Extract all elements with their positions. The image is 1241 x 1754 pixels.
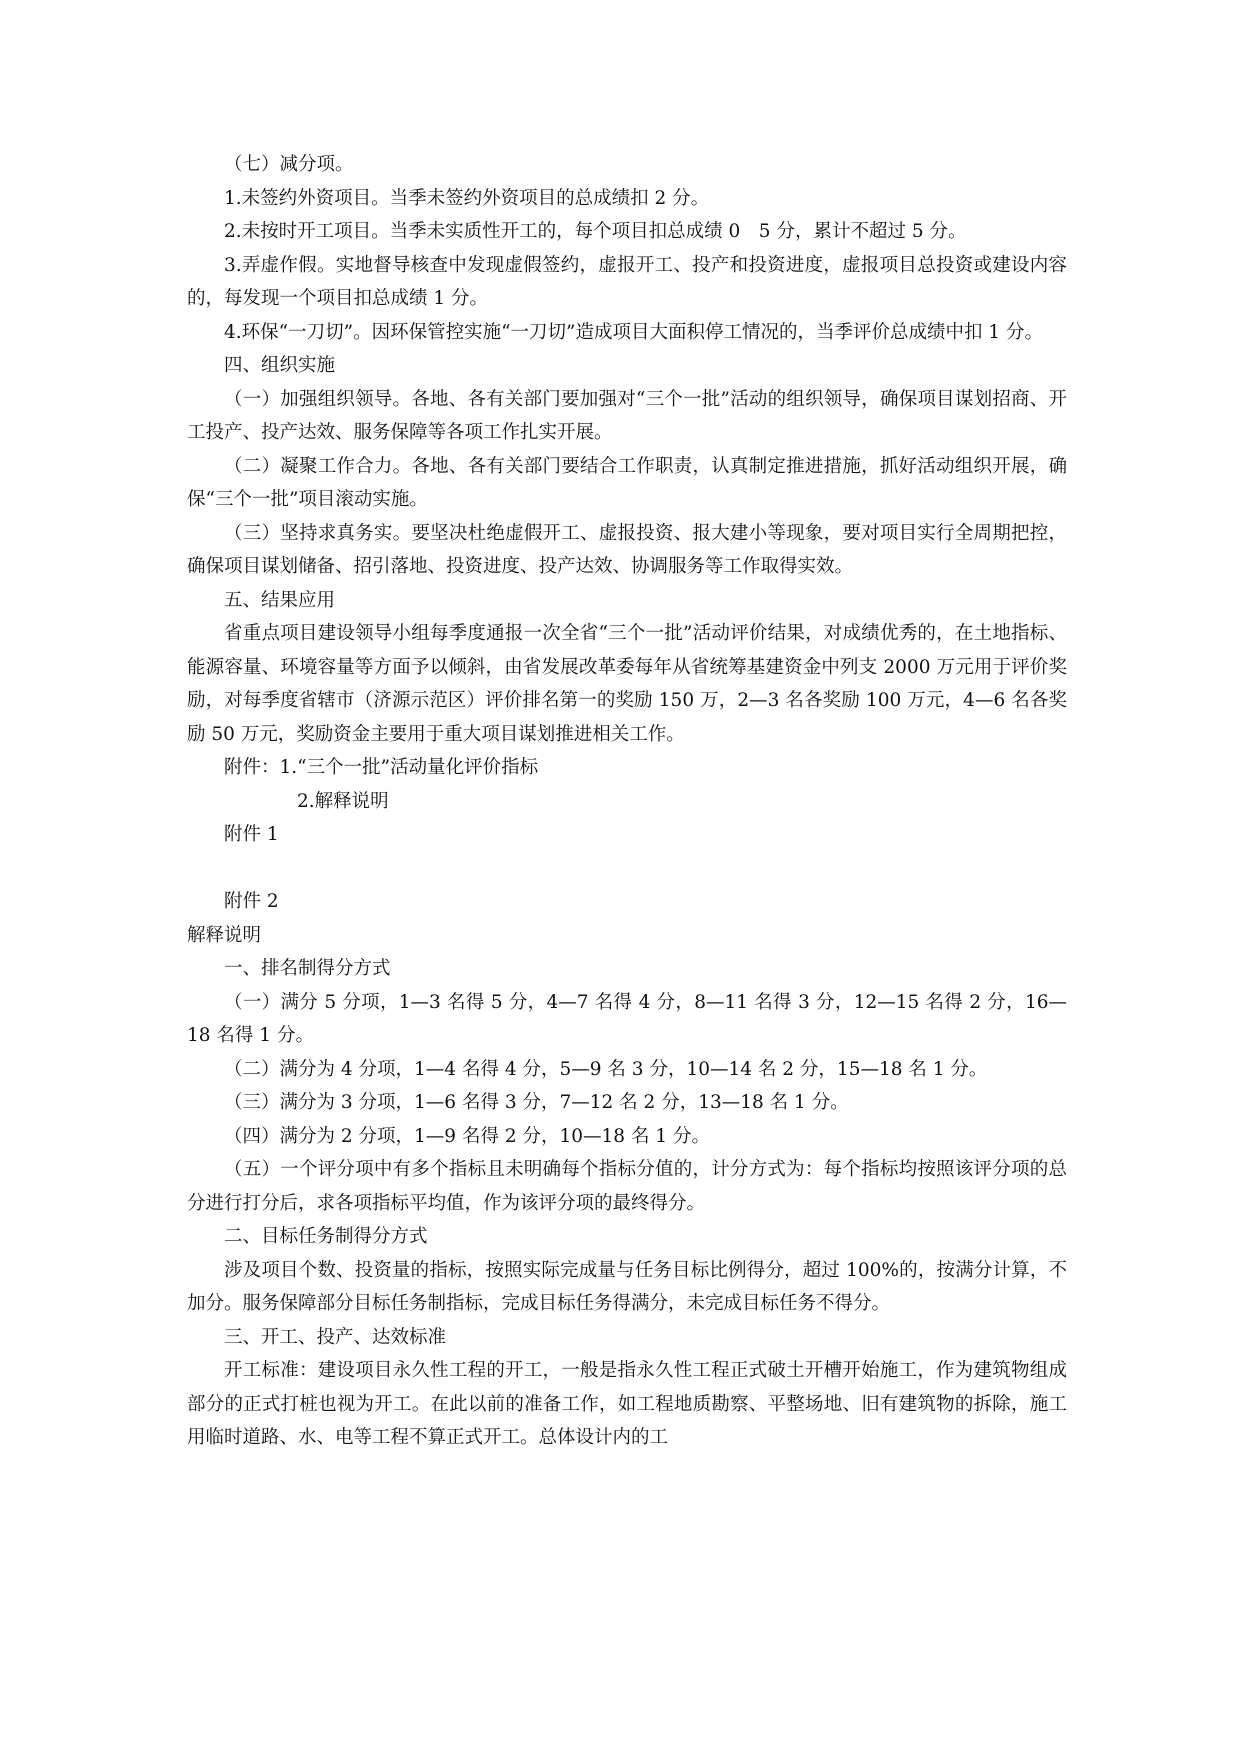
deduction-item-4: 4.环保“一刀切”。因环保管控实施“一刀切”造成项目大面积停工情况的，当季评价总成绩中扣 1 分。 — [224, 321, 1044, 343]
ranking-item-4: （四）满分为 2 分项，1—9 名得 2 分，10—18 名 1 分。 — [224, 1125, 710, 1147]
organization-item-3: （三）坚持求真务实。要坚决杜绝虚假开工、虚报投资、报大建小等现象，要对项目实行全周期把控，确保项目谋划储备、招引落地、投资进度、投产达效、协调服务等工作取得实效。 — [187, 522, 1067, 577]
start-standard-paragraph: 开工标准：建设项目永久性工程的开工，一般是指永久性工程正式破土开槽开始施工，作为建筑物组成部分的正式打桩也视为开工。在此以前的准备工作，如工程地质勘察、平整场地、旧有建筑物的拆除，施工用临时道路、水、电等工程不算正式开工。总体设计内的工 — [187, 1360, 1067, 1448]
subsection-heading-deductions: （七）减分项。 — [224, 154, 354, 175]
ranking-item-5: （五）一个评分项中有多个指标且未明确每个指标分值的，计分方式为：每个指标均按照该评分项的总分进行打分后，求各项指标平均值，作为该评分项的最终得分。 — [187, 1159, 1067, 1214]
ranking-item-1: （一）满分 5 分项，1—3 名得 5 分，4—7 名得 4 分，8—11 名得 3 分，12—15 名得 2 分，16—18 名得 1 分。 — [187, 991, 1067, 1046]
deduction-item-2: 2.未按时开工项目。当季未实质性开工的，每个项目扣总成绩 0 5 分，累计不超过 5 分。 — [224, 221, 967, 242]
ranking-item-3: （三）满分为 3 分项，1—6 名得 3 分，7—12 名 2 分，13—18 名 1 分。 — [224, 1092, 849, 1113]
document-page — [187, 148, 1067, 1455]
organization-item-1: （一）加强组织领导。各地、各有关部门要加强对“三个一批”活动的组织领导，确保项目谋划招商、开工投产、投产达效、服务保障等各项工作扎实开展。 — [187, 388, 1067, 443]
attachment-list-item-1: 附件：1.“三个一批”活动量化评价指标 — [224, 757, 539, 778]
attachment-1-label: 附件 1 — [224, 824, 279, 845]
section-heading-standards: 三、开工、投产、达效标准 — [224, 1326, 447, 1348]
blank-line — [187, 852, 1067, 886]
attachment-list-item-2: 2.解释说明 — [297, 790, 389, 812]
section-heading-ranking: 一、排名制得分方式 — [224, 958, 391, 979]
results-paragraph: 省重点项目建设领导小组每季度通报一次全省“三个一批”活动评价结果，对成绩优秀的，在土地指标、能源容量、环境容量等方面予以倾斜，由省发展改革委每年从省统筹基建资金中列支 2000 万元用于评价奖励，对每季度省辖市（济源示范区）评价排名第一的奖励 150 万，2—3 名各奖励 100 万元，4—6 名各奖励 50 万元，奖励资金主要用于重大项目谋划推进相关工作。 — [187, 623, 1067, 745]
section-heading-target: 二、目标任务制得分方式 — [224, 1226, 428, 1247]
deduction-item-3: 3.弄虚作假。实地督导核查中发现虚假签约，虚报开工、投产和投资进度，虚报项目总投资或建设内容的，每发现一个项目扣总成绩 1 分。 — [187, 254, 1067, 309]
deduction-item-1: 1.未签约外资项目。当季未签约外资项目的总成绩扣 2 分。 — [224, 187, 710, 209]
target-paragraph: 涉及项目个数、投资量的指标，按照实际完成量与任务目标比例得分，超过 100%的，按满分计算，不加分。服务保障部分目标任务制指标，完成目标任务得满分，未完成目标任务不得分。 — [187, 1259, 1067, 1314]
ranking-item-2: （二）满分为 4 分项，1—4 名得 4 分，5—9 名 3 分，10—14 名 2 分，15—18 名 1 分。 — [224, 1058, 988, 1080]
organization-item-2: （二）凝聚工作合力。各地、各有关部门要结合工作职责，认真制定推进措施，抓好活动组织开展，确保“三个一批”项目滚动实施。 — [187, 455, 1067, 510]
attachment-2-label: 附件 2 — [224, 891, 279, 912]
section-heading-results: 五、结果应用 — [224, 589, 336, 611]
section-heading-organization: 四、组织实施 — [224, 355, 336, 376]
explanation-title: 解释说明 — [187, 924, 262, 946]
